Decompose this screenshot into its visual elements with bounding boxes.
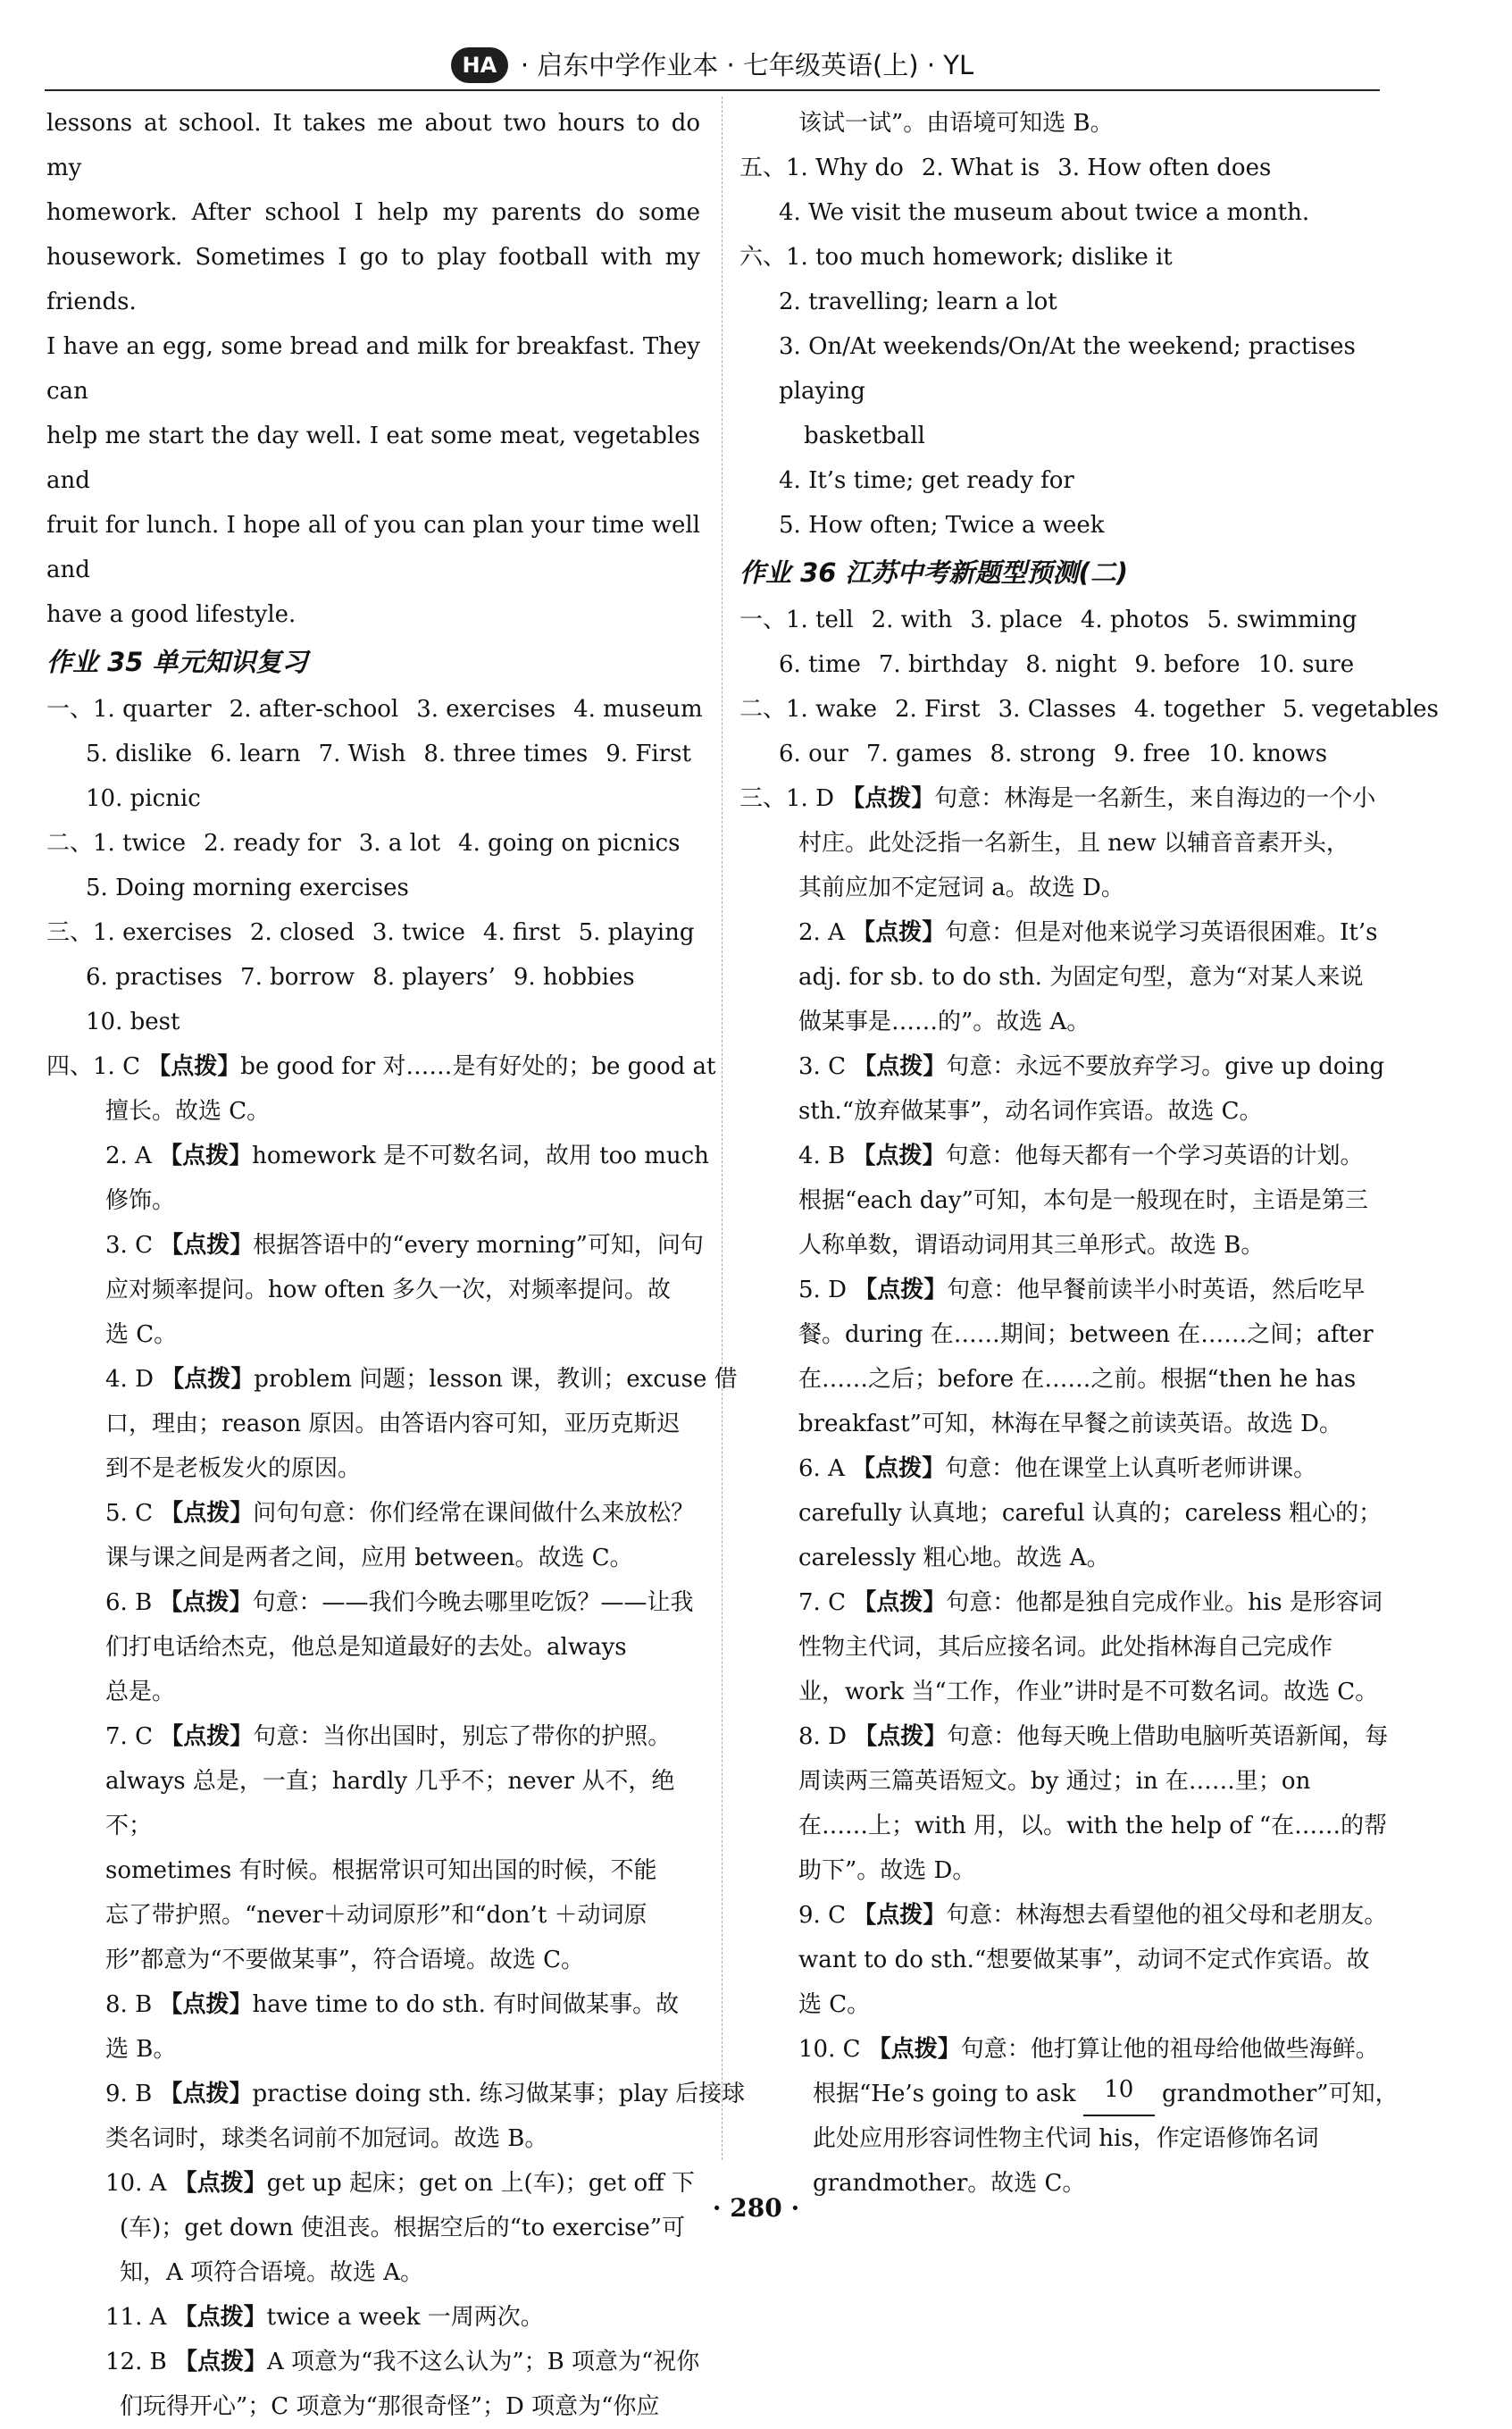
answer: 5. How often; Twice a week bbox=[779, 512, 1105, 539]
explanation: 问句句意：你们经常在课间做什么来放松？ bbox=[253, 1500, 695, 1527]
tip-label: 【点拨】 bbox=[853, 1589, 947, 1616]
answer: 5. playing bbox=[578, 919, 695, 946]
answer: 9. free bbox=[1113, 741, 1190, 767]
answer: 10. picnic bbox=[86, 785, 201, 812]
answer-number: 10. A bbox=[105, 2170, 167, 2197]
answer: 8. players’ bbox=[372, 964, 496, 991]
answer: 6. time bbox=[779, 651, 861, 678]
tip-label: 【点拨】 bbox=[159, 1143, 253, 1169]
explanation: 餐。during 在……期间；between 在……之间；after bbox=[798, 1321, 1374, 1348]
column-divider bbox=[722, 96, 723, 2160]
answer: 2. with bbox=[871, 607, 953, 633]
section-35-title: 作业 35 单元知识复习 bbox=[46, 647, 308, 677]
answer: 4. together bbox=[1133, 696, 1266, 723]
answer: 2. closed bbox=[249, 919, 355, 946]
text-line: have a good lifestyle. bbox=[46, 601, 297, 628]
answer: 8. night bbox=[1025, 651, 1117, 678]
answer: 1. too much homework; dislike it bbox=[786, 244, 1173, 271]
explanation: 根据答语中的“every morning”可知，问句 bbox=[253, 1232, 704, 1259]
tip-label: 【点拨】 bbox=[160, 1232, 254, 1259]
explanation: 村庄。此处泛指一名新生，且 new 以辅音音素开头， bbox=[798, 830, 1349, 857]
explanation: be good for 对……是有好处的；be good at bbox=[240, 1053, 716, 1080]
answer-item bbox=[46, 2072, 746, 2161]
explanation: 选 B。 bbox=[105, 2036, 177, 2063]
blank-10: 10 bbox=[1083, 2072, 1155, 2116]
explanation: 修饰。 bbox=[105, 1187, 176, 1214]
answer: 4. going on picnics bbox=[458, 830, 681, 857]
tip-label: 【点拨】 bbox=[852, 1455, 946, 1482]
right-column bbox=[739, 101, 1439, 2206]
answer: 3. On/At weekends/On/At the weekend; practises playing bbox=[779, 333, 1356, 405]
header-rule bbox=[45, 89, 1380, 91]
explanation: 其前应加不定冠词 a。故选 D。 bbox=[798, 875, 1124, 901]
answer: 10. sure bbox=[1257, 651, 1355, 678]
explanation: always 总是，一直；hardly 几乎不；never 从不，绝不； bbox=[105, 1768, 675, 1839]
s35-part-3 bbox=[46, 910, 700, 1044]
explanation: 句意：——我们今晚去哪里吃饭？——让我 bbox=[252, 1589, 694, 1616]
explanation: A 项意为“我不这么认为”；B 项意为“祝你 bbox=[267, 2349, 700, 2375]
explanation: sometimes 有时候。根据常识可知出国的时候，不能 bbox=[105, 1857, 657, 1884]
tip-label: 【点拨】 bbox=[159, 1589, 253, 1616]
explanation: 此处应用形容词性物主代词 his，作定语修饰名词 bbox=[813, 2125, 1319, 2152]
explanation: 业，work 当“工作，作业”讲时是不可数名词。故选 C。 bbox=[798, 1679, 1379, 1705]
answer: 5. Doing morning exercises bbox=[86, 875, 409, 901]
answer: 3. exercises bbox=[416, 696, 556, 723]
answer-number: 3. C bbox=[798, 1053, 846, 1080]
s35-part-1 bbox=[46, 687, 703, 821]
tip-label: 【点拨】 bbox=[160, 1723, 254, 1750]
answer-number: 8. B bbox=[105, 1991, 153, 2018]
answer: 4. It’s time; get ready for bbox=[779, 467, 1074, 494]
answer-item bbox=[46, 2340, 700, 2429]
answer-number: 8. D bbox=[798, 1723, 847, 1750]
explanation: 句意：当你出国时，别忘了带你的护照。 bbox=[253, 1723, 672, 1750]
text-line: housework. Sometimes I go to play football with my friends. bbox=[46, 244, 700, 315]
explanation: carefully 认真地；careful 认真的；careless 粗心的； bbox=[798, 1500, 1383, 1527]
answer: 5. swimming bbox=[1207, 607, 1357, 633]
tip-label: 【点拨】 bbox=[147, 1053, 241, 1080]
answer: 3. place bbox=[970, 607, 1063, 633]
answer: 4. photos bbox=[1080, 607, 1190, 633]
answer-item bbox=[46, 1134, 709, 1223]
s36-part-3 bbox=[739, 776, 1424, 2206]
answer-number: 12. B bbox=[105, 2349, 167, 2375]
tip-label: 【点拨】 bbox=[841, 785, 935, 812]
tip-label: 【点拨】 bbox=[853, 1902, 947, 1929]
text-line: help me start the day well. I eat some meat, vegetables and bbox=[46, 423, 700, 494]
answer-item bbox=[46, 1580, 700, 1714]
answer: 7. birthday bbox=[878, 651, 1008, 678]
explanation: 选 C。 bbox=[798, 1991, 871, 2018]
explanation: 句意：但是对他来说学习英语很困难。It’s bbox=[945, 919, 1378, 946]
answer: 7. borrow bbox=[240, 964, 355, 991]
explanation: 人称单数，谓语动词用其三单形式。故选 B。 bbox=[798, 1232, 1265, 1259]
explanation: twice a week 一周两次。 bbox=[266, 2304, 544, 2331]
explanation: 句意：林海是一名新生，来自海边的一个小 bbox=[934, 785, 1376, 812]
explanation: 句意：他每天晚上借助电脑听英语新闻，每 bbox=[947, 1723, 1389, 1750]
explanation: 类名词时，球类名词前不加冠词。故选 B。 bbox=[105, 2125, 548, 2152]
answer-item bbox=[46, 1357, 738, 1491]
explanation: 句意：他打算让他的祖母给他做些海鲜。 bbox=[960, 2036, 1379, 2063]
explanation: homework 是不可数名词，故用 too much bbox=[252, 1143, 709, 1169]
answer-number: 5. D bbox=[798, 1277, 847, 1303]
explanation: 们打电话给杰克，他总是知道最好的去处。always bbox=[105, 1634, 627, 1661]
answer: 2. First bbox=[894, 696, 981, 723]
part-label: 一、 bbox=[46, 696, 94, 723]
answer: 9. First bbox=[606, 741, 691, 767]
answer-item bbox=[739, 1044, 1424, 1134]
answer: 1. quarter bbox=[93, 696, 212, 723]
continued-line: 该试一试”。由语境可知选 B。 bbox=[798, 110, 1114, 137]
answer-number: 9. B bbox=[105, 2081, 153, 2107]
answer: 7. games bbox=[865, 741, 973, 767]
answer: 1. exercises bbox=[93, 919, 232, 946]
tip-label: 【点拨】 bbox=[159, 1991, 253, 2018]
answer: 9. before bbox=[1134, 651, 1241, 678]
publisher-logo: HA bbox=[451, 47, 508, 83]
explanation: 课与课之间是两者之间，应用 between。故选 C。 bbox=[105, 1545, 633, 1571]
answer-number: 6. A bbox=[798, 1455, 845, 1482]
answer-item bbox=[739, 1580, 1424, 1714]
part-label: 五、 bbox=[739, 155, 787, 181]
explanation: 句意：他在课堂上认真听老师讲课。 bbox=[945, 1455, 1317, 1482]
explanation: want to do sth.“想要做某事”，动词不定式作宾语。故 bbox=[798, 1947, 1370, 1973]
answer: basketball bbox=[804, 423, 925, 449]
answer-item bbox=[46, 1223, 704, 1357]
tip-label: 【点拨】 bbox=[161, 1366, 255, 1393]
explanation: 句意：永远不要放弃学习。give up doing bbox=[946, 1053, 1385, 1080]
explanation: 助下”。故选 D。 bbox=[798, 1857, 976, 1884]
explanation: 句意：他早餐前读半小时英语，然后吃早 bbox=[947, 1277, 1366, 1303]
tip-label: 【点拨】 bbox=[173, 2170, 267, 2197]
s35-part-6 bbox=[739, 235, 1424, 548]
answer-number: 4. D bbox=[105, 1366, 154, 1393]
part-label: 三、 bbox=[46, 919, 94, 946]
tip-label: 【点拨】 bbox=[854, 1723, 948, 1750]
text-line: homework. After school I help my parents do some bbox=[46, 199, 700, 226]
explanation: 根据“He’s going to ask bbox=[813, 2081, 1076, 2107]
answer-item bbox=[739, 1893, 1424, 2027]
answer-number: 1. C bbox=[93, 1053, 140, 1080]
answer: 1. twice bbox=[93, 830, 187, 857]
answer: 10. best bbox=[86, 1009, 180, 1035]
explanation: 选 C。 bbox=[105, 1321, 178, 1348]
explanation: 口，理由；reason 原因。由答语内容可知，亚历克斯迟 bbox=[105, 1411, 681, 1437]
answer-item bbox=[739, 1714, 1424, 1893]
answer: 3. twice bbox=[372, 919, 465, 946]
tip-label: 【点拨】 bbox=[867, 2036, 961, 2063]
intro-paragraph bbox=[46, 101, 700, 637]
answer-number: 10. C bbox=[798, 2036, 861, 2063]
answer: 4. We visit the museum about twice a month. bbox=[779, 199, 1310, 226]
answer: 6. our bbox=[779, 741, 848, 767]
tip-label: 【点拨】 bbox=[159, 2081, 253, 2107]
explanation: sth.“放弃做某事”，动名词作宾语。故选 C。 bbox=[798, 1098, 1263, 1125]
answer-item bbox=[739, 776, 1424, 910]
answer: 3. a lot bbox=[358, 830, 441, 857]
answer: 1. Why do bbox=[786, 155, 904, 181]
section-36-title: 作业 36 江苏中考新题型预测(二) bbox=[739, 557, 1129, 588]
answer: 3. Classes bbox=[998, 696, 1116, 723]
explanation: carelessly 粗心地。故选 A。 bbox=[798, 1545, 1110, 1571]
answer: 2. travelling; learn a lot bbox=[779, 289, 1057, 315]
explanation: 句意：林海想去看望他的祖父母和老朋友。 bbox=[946, 1902, 1388, 1929]
explanation: 句意：他都是独自完成作业。his 是形容词 bbox=[946, 1589, 1383, 1616]
answer: 8. three times bbox=[423, 741, 589, 767]
answer-number: 5. C bbox=[105, 1500, 153, 1527]
explanation: grandmother”可知， bbox=[1162, 2081, 1399, 2107]
answer: 2. after-school bbox=[229, 696, 399, 723]
answer-item bbox=[739, 1134, 1424, 1268]
answer: 2. What is bbox=[921, 155, 1040, 181]
explanation: practise doing sth. 练习做某事；play 后接球 bbox=[252, 2081, 746, 2107]
text-line: fruit for lunch. I hope all of you can plan your time well and bbox=[46, 512, 700, 583]
explanation: 在……之后；before 在……之前。根据“then he has bbox=[798, 1366, 1357, 1393]
text-line: I have an egg, some bread and milk for breakfast. They can bbox=[46, 333, 700, 405]
answer: 10. knows bbox=[1207, 741, 1328, 767]
answer: 4. museum bbox=[573, 696, 703, 723]
tip-label: 【点拨】 bbox=[852, 1143, 946, 1169]
explanation: 形”都意为“不要做某事”，符合语境。故选 C。 bbox=[105, 1947, 585, 1973]
answer: 6. practises bbox=[86, 964, 223, 991]
answer: 7. Wish bbox=[318, 741, 406, 767]
header-title: · 启东中学作业本 · 七年级英语(上) · YL bbox=[520, 50, 974, 80]
explanation: 应对频率提问。how often 多久一次，对频率提问。故 bbox=[105, 1277, 672, 1303]
text-line: lessons at school. It takes me about two hours to do my bbox=[46, 110, 700, 181]
answer: 3. How often does bbox=[1057, 155, 1272, 181]
explanation: 周读两三篇英语短文。by 通过；in 在……里；on bbox=[798, 1768, 1311, 1795]
answer-item bbox=[46, 2295, 700, 2340]
explanation: have time to do sth. 有时间做某事。故 bbox=[252, 1991, 680, 2018]
tip-label: 【点拨】 bbox=[173, 2304, 267, 2331]
answer: 6. learn bbox=[210, 741, 301, 767]
explanation: 知，A 项符合语境。故选 A。 bbox=[120, 2259, 424, 2286]
explanation: 根据“each day”可知，本句是一般现在时，主语是第三 bbox=[798, 1187, 1368, 1214]
page-number: · 280 · bbox=[712, 2193, 800, 2223]
answer-number: 7. C bbox=[798, 1589, 846, 1616]
part-label: 六、 bbox=[739, 244, 787, 271]
answer-item bbox=[46, 1982, 700, 2072]
s35-part-5 bbox=[739, 146, 1424, 235]
left-column bbox=[46, 101, 746, 2429]
part-label: 三、 bbox=[739, 785, 787, 812]
answer-number: 11. A bbox=[105, 2304, 167, 2331]
explanation: 到不是老板发火的原因。 bbox=[105, 1455, 362, 1482]
answer: 9. hobbies bbox=[513, 964, 635, 991]
explanation: grandmother。故选 C。 bbox=[813, 2170, 1086, 2197]
explanation: breakfast”可知，林海在早餐之前读英语。故选 D。 bbox=[798, 1411, 1343, 1437]
answer: 4. first bbox=[482, 919, 561, 946]
explanation: 句意：他每天都有一个学习英语的计划。 bbox=[945, 1143, 1364, 1169]
explanation: 性物主代词，其后应接名词。此处指林海自己完成作 bbox=[798, 1634, 1333, 1661]
tip-label: 【点拨】 bbox=[852, 919, 946, 946]
page-header bbox=[45, 43, 1380, 89]
explanation: 忘了带护照。“never＋动词原形”和“don’t ＋动词原 bbox=[105, 1902, 647, 1929]
answer-number: 9. C bbox=[798, 1902, 846, 1929]
answer: 8. strong bbox=[990, 741, 1096, 767]
part-label: 四、 bbox=[46, 1053, 94, 1080]
tip-label: 【点拨】 bbox=[174, 2349, 268, 2375]
answer-number: 7. C bbox=[105, 1723, 153, 1750]
answer-item bbox=[46, 1491, 700, 1580]
part-label: 二、 bbox=[46, 830, 94, 857]
answer: 2. ready for bbox=[204, 830, 341, 857]
answer-number: 2. A bbox=[798, 919, 845, 946]
answer-number: 2. A bbox=[105, 1143, 152, 1169]
answer: 1. tell bbox=[786, 607, 854, 633]
answer: 1. wake bbox=[786, 696, 877, 723]
answer: 5. dislike bbox=[86, 741, 193, 767]
part-label: 一、 bbox=[739, 607, 787, 633]
tip-label: 【点拨】 bbox=[160, 1500, 254, 1527]
answer-item bbox=[46, 2161, 700, 2295]
answer-number: 6. B bbox=[105, 1589, 153, 1616]
answer-item bbox=[739, 2027, 1424, 2206]
explanation: get up 起床；get on 上(车)；get off 下 bbox=[266, 2170, 695, 2197]
explanation: (车)；get down 使沮丧。根据空后的“to exercise”可 bbox=[120, 2215, 686, 2241]
answer-number: 4. B bbox=[798, 1143, 846, 1169]
answer-number: 1. D bbox=[786, 785, 834, 812]
part-label: 二、 bbox=[739, 696, 787, 723]
explanation: 们玩得开心”；C 项意为“那很奇怪”；D 项意为“你应 bbox=[120, 2393, 660, 2420]
answer-item bbox=[739, 1268, 1424, 1446]
explanation: 在……上；with 用，以。with the help of “在……的帮 bbox=[798, 1813, 1388, 1839]
s36-part-2 bbox=[739, 687, 1439, 776]
s35-part-2 bbox=[46, 821, 700, 910]
answer-item bbox=[46, 1714, 700, 1982]
answer: 5. vegetables bbox=[1282, 696, 1439, 723]
explanation: adj. for sb. to do sth. 为固定句型，意为“对某人来说 bbox=[798, 964, 1364, 991]
explanation: 做某事是……的”。故选 A。 bbox=[798, 1009, 1090, 1035]
explanation: 总是。 bbox=[105, 1679, 176, 1705]
answer-item bbox=[46, 1044, 716, 1134]
answer-number: 3. C bbox=[105, 1232, 153, 1259]
answer-item bbox=[739, 910, 1424, 1044]
explanation: 擅长。故选 C。 bbox=[105, 1098, 271, 1125]
answer-item bbox=[739, 1446, 1424, 1580]
explanation: problem 问题；lesson 课，教训；excuse 借 bbox=[254, 1366, 738, 1393]
tip-label: 【点拨】 bbox=[853, 1053, 947, 1080]
tip-label: 【点拨】 bbox=[854, 1277, 948, 1303]
s36-part-1 bbox=[739, 598, 1424, 687]
